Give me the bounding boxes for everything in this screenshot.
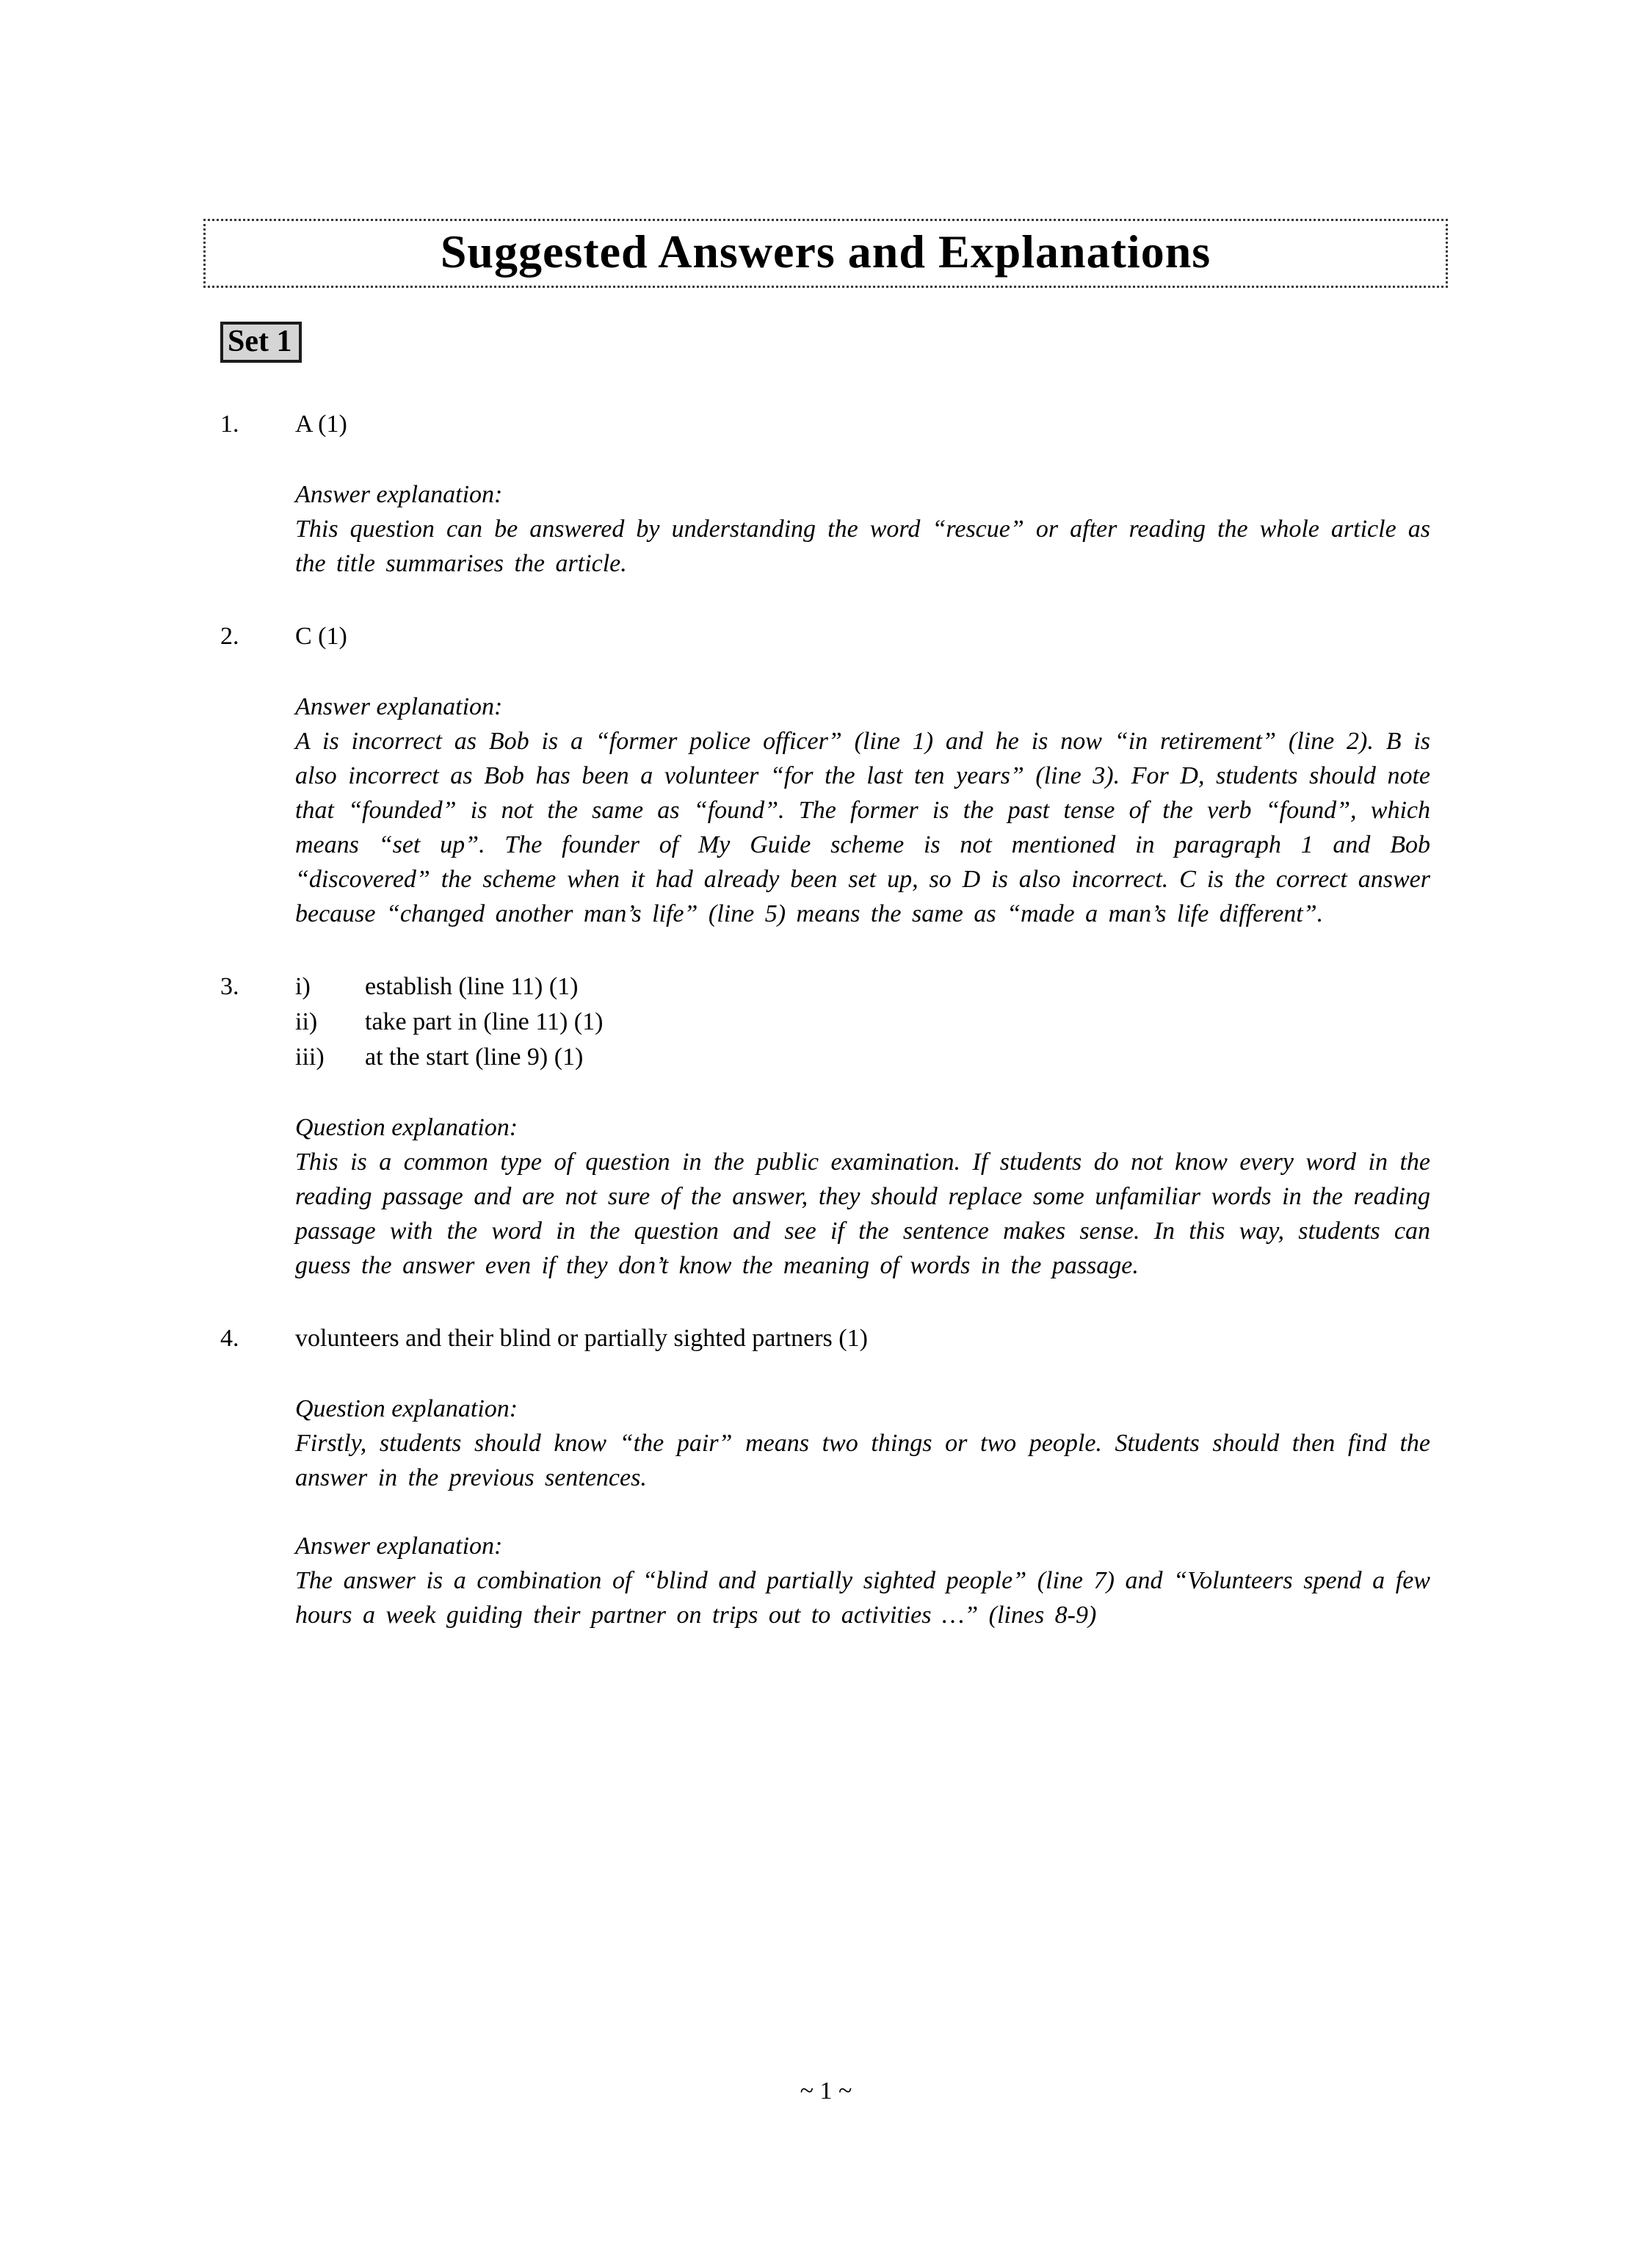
sub-answer-row [220,1005,1430,1040]
explanation-body: The answer is a combination of “blind and partially sighted people” (line 7) and “Volunteers spend a few hours a week guiding their partner on trips out to activities …” (lines 8-9) [295,1567,1430,1629]
question-item-2 [220,619,1430,931]
page-number: ~ 1 ~ [800,2077,852,2105]
explanation-heading: Answer explanation: [295,693,503,720]
question-number-spacer [220,1005,295,1040]
sub-answer-row [220,969,1430,1005]
question-number-spacer [220,1040,295,1075]
explanation-body: This is a common type of question in the public examination. If students do not know every word in the reading passage and are not sure of the answer, they should replace some unfamiliar words in the reading passage with the word in the question and see if the sentence makes sense. In this way, students can guess the answer even if they don’t know the meaning of words in the passage. [295,1148,1430,1279]
explanation-body: This question can be answered by understanding the word “rescue” or after reading the whole article as the title summarises the article. [295,515,1430,577]
sub-answer-text: establish (line 11) (1) [365,973,579,1000]
explanation-section [295,690,1430,931]
sub-answer-row [220,1040,1430,1075]
explanation-section [295,477,1430,581]
explanation-heading: Question explanation: [295,1114,518,1141]
explanation-heading: Question explanation: [295,1395,518,1422]
answer-text: volunteers and their blind or partially sighted partners (1) [295,1325,868,1352]
sub-answer-label: i) [295,973,311,1000]
sub-answer-text: take part in (line 11) (1) [365,1008,604,1035]
explanation-section [295,1110,1430,1283]
document-content [220,322,1430,1632]
answer-text: C (1) [295,623,347,650]
question-item-4 [220,1321,1430,1632]
answer-row [220,1321,1430,1356]
explanation-section [295,1529,1430,1632]
answer-row [220,407,1430,442]
question-number: 1. [220,410,239,438]
question-item-1 [220,407,1430,581]
question-number: 4. [220,1325,239,1352]
question-number: 3. [220,973,239,1000]
explanation-body: Firstly, students should know “the pair” means two things or two people. Students should then find the answer in the previous sentences. [295,1430,1430,1491]
sub-answer-label: ii) [295,1008,318,1035]
question-number: 2. [220,623,239,650]
explanation-section [295,1392,1430,1495]
document-title: Suggested Answers and Explanations [440,225,1211,278]
question-item-3 [220,969,1430,1283]
sub-answer-label: iii) [295,1043,325,1071]
sub-answer-text: at the start (line 9) (1) [365,1043,584,1071]
document-title-box [203,219,1448,288]
explanation-body: A is incorrect as Bob is a “former police officer” (line 1) and he is now “in retirement” (line 2). B is also incorrect as Bob has been a volunteer “for the last ten years” (line 3). For D, students should note that “founded” is not the same as “found”. The former is the past tense of the verb “found”, which means “set up”. The founder of My Guide scheme is not mentioned in paragraph 1 and Bob “discovered” the scheme when it had already been set up, so D is also incorrect. C is the correct answer because “changed another man’s life” (line 5) means the same as “made a man’s life different”. [295,728,1430,927]
explanation-heading: Answer explanation: [295,481,503,508]
set-label: Set 1 [220,322,302,363]
answer-text: A (1) [295,410,347,438]
explanation-heading: Answer explanation: [295,1533,503,1560]
answer-row [220,619,1430,654]
